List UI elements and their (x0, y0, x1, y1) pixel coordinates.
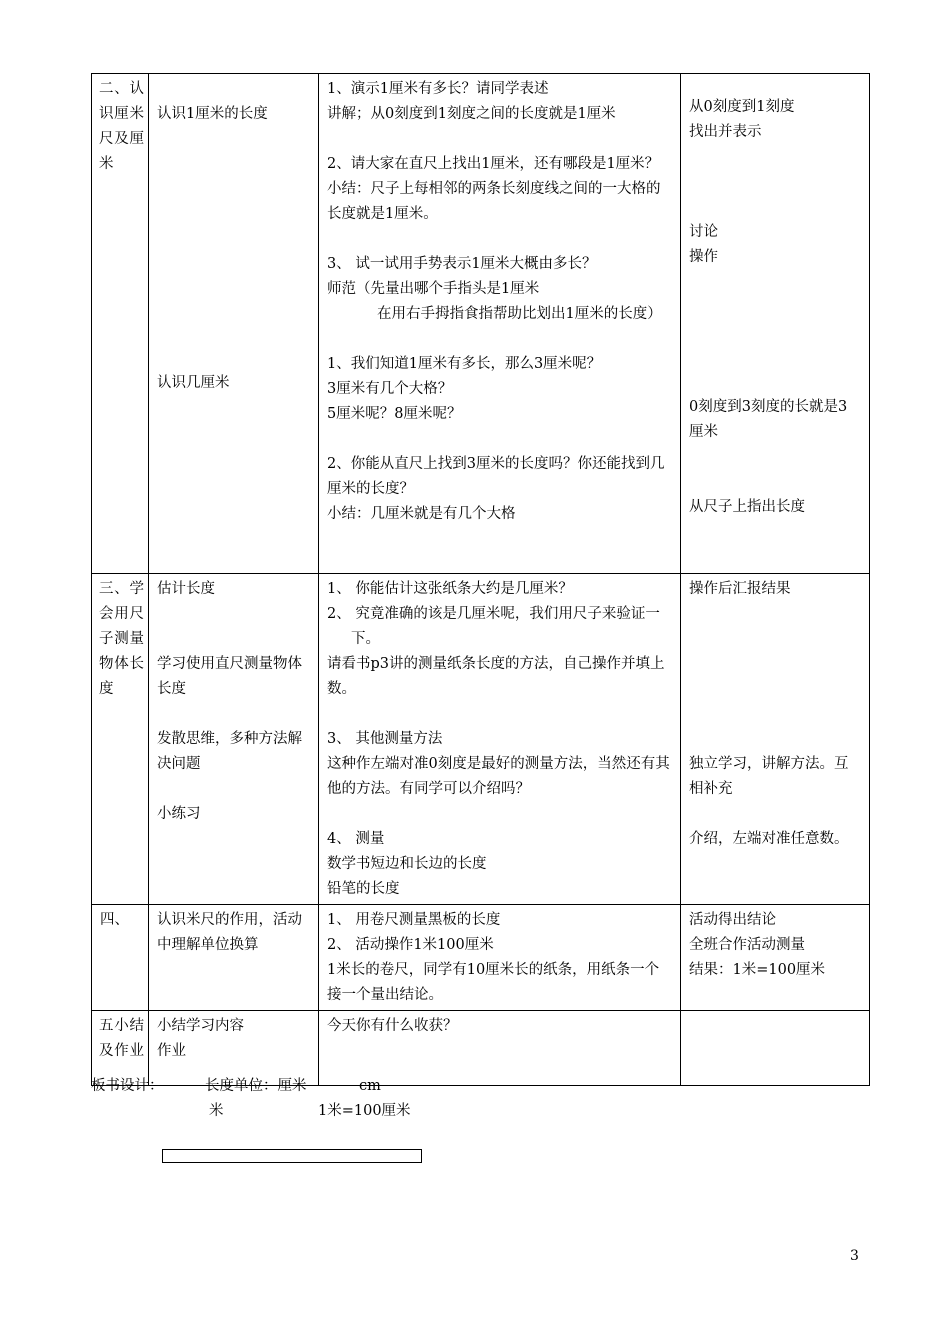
table-row (92, 905, 870, 1011)
content-line: 1、我们知道1厘米有多长，那么3厘米呢？ (327, 356, 602, 372)
board-unit-label: 长度单位：厘米 (205, 1078, 307, 1094)
topic-cell (149, 574, 319, 905)
content-line: 2、请大家在直尺上找出1厘米，还有哪段是1厘米？ (327, 156, 660, 172)
stage-cell: 五小结及作业 (92, 1011, 149, 1086)
topic-text: 作业 (157, 1043, 186, 1059)
content-cell (319, 74, 681, 574)
activity-cell (681, 74, 870, 574)
page-number: 3 (850, 1248, 859, 1264)
content-line: 2、 活动操作1米100厘米 (327, 937, 494, 953)
content-line: 铅笔的长度 (327, 881, 400, 897)
content-cell (319, 905, 681, 1011)
activity-line: 介绍，左端对准任意数。 (689, 831, 849, 847)
topic-text: 估计长度 (157, 581, 215, 597)
topic-text: 学习使用直尺测量物体长度 (157, 656, 302, 697)
topic-text: 认识米尺的作用，活动中理解单位换算 (157, 912, 302, 953)
board-design (91, 1074, 591, 1124)
content-line: 在用右手拇指食指帮助比划出1厘米的长度） (377, 306, 662, 322)
content-line: 小结：尺子上每相邻的两条长刻度线之间的一大格的长度就是1厘米。 (327, 181, 661, 222)
activity-cell (681, 905, 870, 1011)
content-line: 1、 你能估计这张纸条大约是几厘米？ (327, 581, 573, 597)
empty-rectangle (162, 1149, 422, 1163)
content-line: 请看书p3讲的测量纸条长度的方法，自己操作并填上数。 (327, 656, 665, 697)
topic-text: 认识几厘米 (157, 375, 230, 391)
content-line: 2、你能从直尺上找到3厘米的长度吗？你还能找到几厘米的长度？ (327, 456, 665, 497)
board-label: 板书设计： (91, 1078, 164, 1094)
lesson-plan-table (91, 73, 870, 1086)
activity-line: 操作 (689, 249, 718, 265)
activity-line: 讨论 (689, 224, 718, 240)
activity-line: 操作后汇报结果 (689, 581, 791, 597)
activity-line: 0刻度到3刻度的长就是3厘米 (689, 399, 848, 440)
stage-cell: 四、 (92, 905, 149, 1011)
content-line: 3、 其他测量方法 (327, 731, 443, 747)
topic-text: 认识1厘米的长度 (157, 106, 268, 122)
activity-line: 结果：1米=100厘米 (689, 962, 826, 978)
topic-text: 小结学习内容 (157, 1018, 244, 1034)
content-line: 讲解；从0刻度到1刻度之间的长度就是1厘米 (327, 106, 616, 122)
content-line: 1、 用卷尺测量黑板的长度 (327, 912, 501, 928)
content-line: 这种作左端对准0刻度是最好的测量方法，当然还有其他的方法。有同学可以介绍吗？ (327, 756, 670, 797)
table-row (92, 74, 870, 574)
content-line: 今天你有什么收获？ (327, 1018, 458, 1034)
topic-text: 发散思维，多种方法解决问题 (157, 731, 302, 772)
content-line: 1米长的卷尺，同学有10厘米长的纸条，用纸条一个接一个量出结论。 (327, 962, 660, 1003)
content-line: 3厘米有几个大格？ (327, 381, 453, 397)
activity-cell (681, 574, 870, 905)
topic-text: 小练习 (157, 806, 201, 822)
topic-cell (149, 74, 319, 574)
content-line: 小结：几厘米就是有几个大格 (327, 506, 516, 522)
content-cell (319, 574, 681, 905)
content-line: 2、 究竟准确的该是几厘米呢，我们用尺子来验证一下。 (327, 606, 660, 647)
activity-line: 从0刻度到1刻度 (689, 99, 795, 115)
content-line: 4、 测量 (327, 831, 385, 847)
activity-line: 全班合作活动测量 (689, 937, 805, 953)
content-line: 1、演示1厘米有多长？请同学表述 (327, 81, 549, 97)
stage-cell: 二、认识厘米尺及厘米 (92, 74, 149, 574)
topic-cell (149, 905, 319, 1011)
content-line: 师范（先量出哪个手指头是1厘米 (327, 281, 540, 297)
activity-line: 找出并表示 (689, 124, 762, 140)
board-meter: 米 (209, 1103, 224, 1119)
activity-line: 独立学习，讲解方法。互相补充 (689, 756, 849, 797)
stage-cell: 三、学会用尺子测量物体长度 (92, 574, 149, 905)
content-line: 5厘米呢？8厘米呢？ (327, 406, 462, 422)
board-cm: cm (359, 1078, 381, 1094)
table-row (92, 574, 870, 905)
activity-line: 从尺子上指出长度 (689, 499, 805, 515)
content-line: 3、 试一试用手势表示1厘米大概由多长？ (327, 256, 597, 272)
activity-cell (681, 1011, 870, 1086)
activity-line: 活动得出结论 (689, 912, 776, 928)
board-equation: 1米=100厘米 (318, 1103, 411, 1119)
content-line: 数学书短边和长边的长度 (327, 856, 487, 872)
